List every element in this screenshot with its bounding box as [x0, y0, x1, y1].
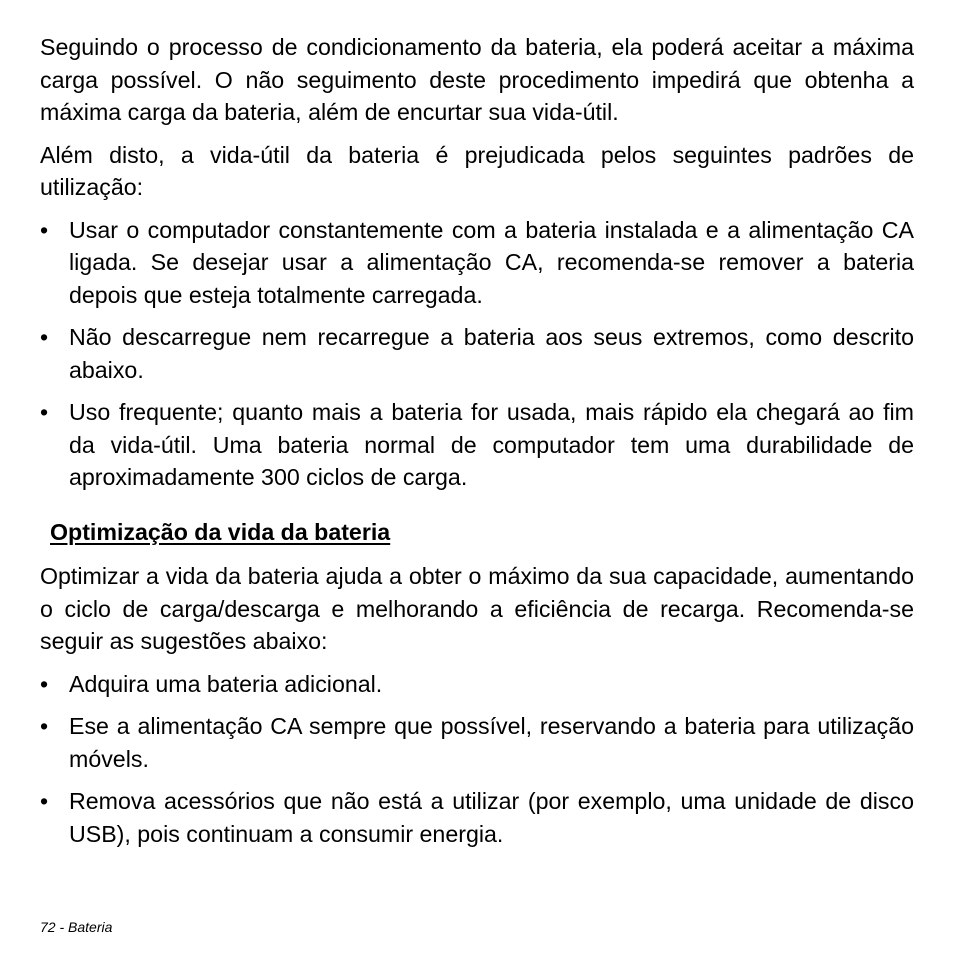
usage-patterns-list	[40, 214, 914, 494]
list-item-text: Adquira uma bateria adicional.	[69, 670, 383, 697]
bullet-icon: •	[40, 788, 49, 814]
bullet-icon: •	[40, 399, 49, 425]
list-item-text: Remova acessórios que não está a utilizar (por exemplo, uma unidade de disco USB), pois continuam a consumir energia.	[69, 788, 914, 847]
bullet-icon: •	[40, 324, 49, 350]
suggestions-list	[40, 668, 914, 851]
bullet-icon: •	[40, 216, 49, 243]
bullet-icon: •	[40, 670, 49, 697]
list-item-text: Usar o computador constantemente com a bateria instalada e a alimentação CA ligada. Se desejar usar a alimentação CA, recomenda-se remover a bateria depois que esteja totalmente carregada.	[69, 216, 914, 308]
page-footer: 72 - Bateria	[40, 919, 113, 935]
intro-paragraph-1: Seguindo o processo de condicionamento da bateria, ela poderá aceitar a máxima carga possível. O não seguimento deste procedimento impedirá que obtenha a máxima carga da bateria, além de encurtar sua vida-útil.	[40, 34, 914, 125]
list-item	[40, 710, 914, 775]
list-item	[40, 214, 914, 312]
list-item	[40, 321, 914, 386]
bullet-icon: •	[40, 713, 49, 739]
document-page	[40, 31, 914, 860]
list-item	[40, 668, 914, 701]
list-item	[40, 396, 914, 494]
list-item-text: Ese a alimentação CA sempre que possível, reservando a bateria para utilização móvels.	[69, 713, 914, 772]
list-item-text: Não descarregue nem recarregue a bateria aos seus extremos, como descrito abaixo.	[69, 324, 914, 383]
section-paragraph: Optimizar a vida da bateria ajuda a obter o máximo da sua capacidade, aumentando o ciclo de carga/descarga e melhorando a eficiência de recarga. Recomenda-se seguir as sugestões abaixo:	[40, 563, 914, 654]
section-heading: Optimização da vida da bateria	[50, 518, 391, 545]
intro-paragraph-2: Além disto, a vida-útil da bateria é prejudicada pelos seguintes padrões de utilização:	[40, 141, 914, 200]
list-item	[40, 785, 914, 850]
list-item-text: Uso frequente; quanto mais a bateria for usada, mais rápido ela chegará ao fim da vida-útil. Uma bateria normal de computador tem uma durabilidade de aproximadamente 300 ciclos de carga.	[69, 399, 914, 490]
